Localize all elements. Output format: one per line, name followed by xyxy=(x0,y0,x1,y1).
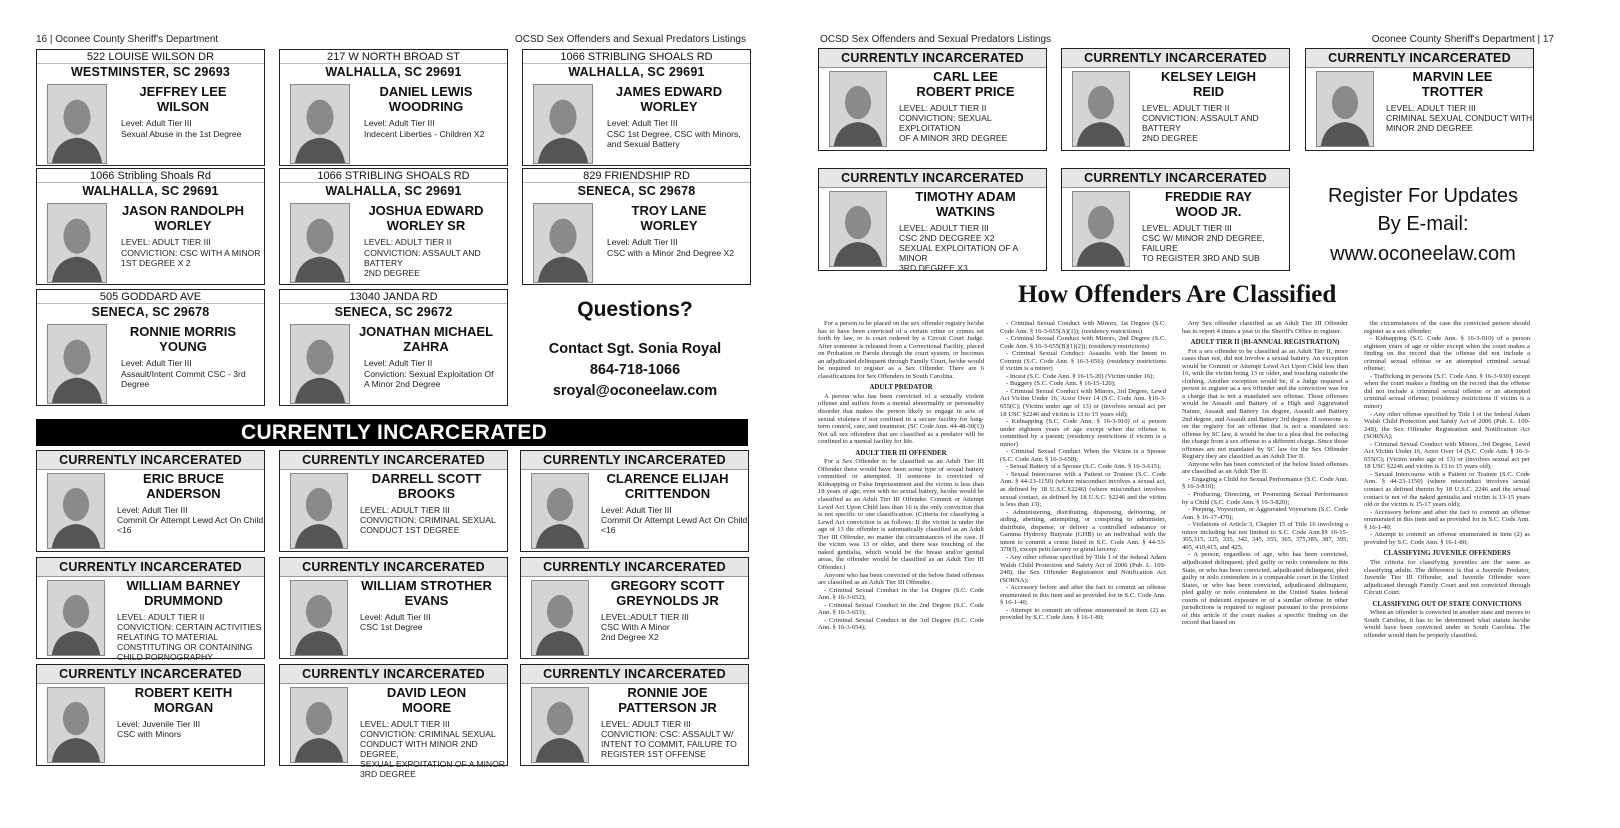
offender-name: JAMES EDWARD WORLEY xyxy=(615,84,723,114)
offender-conviction: Sexual Abuse in the 1st Degree xyxy=(121,129,242,139)
article-column-4 xyxy=(1364,320,1530,767)
section-heading: ADULT TIER II (BI-ANNUAL REGISTRATION) xyxy=(1190,339,1340,347)
incarcerated-card xyxy=(36,664,265,766)
incarcerated-label: CURRENTLY INCARCERATED xyxy=(280,665,507,684)
offender-conviction: CSC with Minors xyxy=(117,729,181,739)
offender-name: JASON RANDOLPH WORLEY xyxy=(121,203,245,233)
offender-name: ERIC BRUCE ANDERSON xyxy=(143,471,224,501)
incarcerated-card xyxy=(520,557,749,659)
incarcerated-card xyxy=(1061,168,1290,271)
offender-level: Level: Adult Tier III xyxy=(601,505,672,515)
mugshot-photo xyxy=(290,473,348,549)
mugshot-photo xyxy=(1316,71,1374,147)
offender-level: Level: Adult Tier III xyxy=(607,118,678,128)
offender-level: LEVEL: ADULT TIER III xyxy=(121,237,211,247)
incarcerated-card xyxy=(279,664,508,779)
offender-name: DARRELL SCOTT BROOKS xyxy=(371,471,482,501)
incarcerated-card xyxy=(818,48,1047,151)
article-title: How Offenders Are Classified xyxy=(1018,281,1337,308)
contact-phone: 864-718-1066 xyxy=(589,362,681,378)
right-page-header: Oconee County Sheriff's Department | 17 xyxy=(1371,34,1554,45)
section-heading: ADULT TIER III OFFENDER xyxy=(855,449,947,457)
mugshot-photo xyxy=(47,687,105,763)
mugshot-photo xyxy=(531,687,589,763)
incarcerated-label: CURRENTLY INCARCERATED xyxy=(37,451,264,470)
mugshot-photo xyxy=(531,473,589,549)
offender-conviction: CONVICTION: CSC WITH A MINOR 1ST DEGREE X 2 xyxy=(121,248,261,268)
offender-level: LEVEL: ADULT TIER III xyxy=(601,719,691,729)
offender-level: LEVEL: ADULT TIER III xyxy=(1386,103,1476,113)
incarcerated-label: CURRENTLY INCARCERATED xyxy=(1062,49,1289,68)
offender-name: DAVID LEON MOORE xyxy=(386,685,467,715)
offender-name: GREGORY SCOTT GREYNOLDS JR xyxy=(610,578,725,608)
incarcerated-card xyxy=(36,557,265,662)
offender-card xyxy=(36,289,265,406)
offender-name: RONNIE MORRIS YOUNG xyxy=(129,324,237,354)
offender-name: CLARENCE ELIJAH CRITTENDON xyxy=(606,471,729,501)
offender-address: 13040 JANDA RD xyxy=(280,290,507,304)
incarcerated-label: CURRENTLY INCARCERATED xyxy=(1062,169,1289,188)
questions-title: Questions? xyxy=(577,298,693,321)
offender-name: TROY LANE WORLEY xyxy=(631,203,707,233)
incarcerated-card xyxy=(279,450,508,552)
offender-card xyxy=(36,49,265,166)
offender-name: ROBERT KEITH MORGAN xyxy=(134,685,233,715)
paragraph: - Criminal Sexual Conduct with Minors, 2nd Degree (S.C. Code Ann. § 16-3-655(B)(1)(2)); (residency restrictions) xyxy=(1000,335,1166,350)
offender-conviction: Assault/Intent Commit CSC - 3rd Degree xyxy=(121,369,246,389)
offender-level: Level: Adult Tier III xyxy=(117,505,188,515)
offender-card xyxy=(279,49,508,166)
offender-conviction: CRIMINAL SEXUAL CONDUCT WITH MINOR 2ND DEGREE xyxy=(1386,113,1533,133)
offender-address: 829 FRIENDSHIP RD xyxy=(523,169,750,183)
incarcerated-banner: CURRENTLY INCARCERATED xyxy=(36,419,748,446)
paragraph: - Sexual Intercourse with a Patient or Trainee (S.C. Code Ann. § 44-23-1150) (where misconduct involves sexual contact as defined therein by 18 U.S.C. 2246 and the sexual contact is not of the naked genitalia and victim is 13-15 years old or the victim is 15-17 years old); xyxy=(1364,470,1530,509)
incarcerated-card xyxy=(279,557,508,659)
offender-address: 1066 STRIBLING SHOALS RD xyxy=(280,169,507,183)
paragraph: - Accessory before and after the fact to commit an offense enumerated in this item and as provided for in S.C. Code Ann. § 16-1-40; xyxy=(1364,508,1530,531)
offender-city: WALHALLA, SC 29691 xyxy=(325,184,462,198)
paragraph: - Criminal Sexual Conduct with Minors, 3rd Degree, Lewd Act Victim Under 16, Actor Over 14 (S.C. Code Ann. § 16-3-655(C); (Victim under age of 13) or (involves sexual act per 18 USC §2246 and victim is 13 to 15 years old); xyxy=(1364,440,1530,471)
incarcerated-label: CURRENTLY INCARCERATED xyxy=(1306,49,1533,68)
contact-email: sroyal@oconeelaw.com xyxy=(552,383,718,399)
offender-conviction: Commit Or Attempt Lewd Act On Child <16 xyxy=(601,515,748,535)
offender-level: LEVEL:ADULT TIER III xyxy=(601,612,689,622)
offender-level: LEVEL: ADULT TIER III xyxy=(360,719,450,729)
offender-card xyxy=(522,49,751,166)
offender-conviction: CSC with a Minor 2nd Degree X2 xyxy=(607,248,735,258)
register-url[interactable]: www.oconeelaw.com xyxy=(1330,243,1516,265)
incarcerated-card xyxy=(36,450,265,552)
right-page-listing-title: OCSD Sex Offenders and Sexual Predators Listings xyxy=(820,34,1052,45)
article-column-2 xyxy=(1000,320,1166,767)
paragraph: - Criminal Sexual Conduct with Minors, 3rd Degree, Lewd Act Victim Under 16, Actor Over 14 (S.C. Code Ann. §16-3-655(C); (Victim under age of 13) or (involves sexual act per 18 USC §2246 and victim is 13 to 15 years old); xyxy=(1000,387,1166,418)
offender-conviction: CSC 1st Degree, CSC with Minors, and Sexual Battery xyxy=(607,129,741,149)
offender-address: 505 GODDARD AVE xyxy=(37,290,264,304)
incarcerated-card xyxy=(520,450,749,552)
offender-conviction: CSC 2ND DECGREE X2 SEXUAL EXPLOITATION OF A MINOR 3RD DEGREE X3 xyxy=(899,233,1018,273)
article-column-1 xyxy=(818,320,984,767)
offender-address: 217 W NORTH BROAD ST xyxy=(280,50,507,64)
offender-level: LEVEL: ADULT TIER III xyxy=(1142,223,1232,233)
paragraph: For a Sex Offender to be classified as an Adult Tier III Offender there would have been some type of sexual battery committed or attempted. If someone is convicted of Kidnapping or False Imprisonment and the victim is less than 18 years of age; even with no sexual battery, he/she would be classified as an Adult Tier III Offender. Commit or Attempt Lewd Act Upon Child less than 16 is the only conviction that is not specific to one classification. (Criteria for classifying a Lewd Act conviction is as follows: If the victim is under the age of 13 the offender is automatically classified as an Adult Tier III Offender, no matter the circumstances of the case. If the victim was 13 or older, and there was touching of the naked genitalia, which would be the breast and/or genital areas, the offender would be classified as an Adult Tier III Offender.) xyxy=(818,458,984,571)
offender-conviction: CONVICTION: CERTAIN ACTIVITIES RELATING TO MATERIAL CONSTITUTING OR CONTAINING CHILD PORNOGRAPHY xyxy=(117,622,262,662)
paragraph: - Engaging a Child for Sexual Performance (S.C. Code Ann. § 16-3-810); xyxy=(1182,475,1348,491)
incarcerated-label: CURRENTLY INCARCERATED xyxy=(819,49,1046,68)
offender-city: WESTMINSTER, SC 29693 xyxy=(70,65,231,79)
mugshot-photo xyxy=(47,580,105,656)
offender-card xyxy=(279,289,508,406)
incarcerated-label: CURRENTLY INCARCERATED xyxy=(521,665,748,684)
incarcerated-card xyxy=(520,664,749,766)
left-page-listing-title: OCSD Sex Offenders and Sexual Predators Listings xyxy=(514,34,746,45)
mugshot-photo xyxy=(829,191,887,267)
paragraph: - Sexual Battery of a Spouse (S.C. Code Ann. § 16-3-615); xyxy=(1006,463,1162,471)
offender-name: WILLIAM BARNEY DRUMMOND xyxy=(126,578,241,608)
paragraph: - Accessory before and after the fact to commit an offense enumerated in this item and as provided for in S.C. Code Ann. § 16-1-40; xyxy=(1000,584,1166,607)
offender-conviction: CONVICTION: ASSAULT AND BATTERY 2ND DEGREE xyxy=(1142,113,1259,143)
offender-conviction: Indecent Liberties - Children X2 xyxy=(364,129,485,139)
paragraph: - Criminal Sexual Conduct with Minors, 1st Degree (S.C. Code Ann. § 16-3-655(A)(1)); (residency restrictions) xyxy=(1000,320,1166,335)
section-heading: ADULT PREDATOR xyxy=(869,384,933,392)
offender-city: SENECA, SC 29678 xyxy=(91,305,210,319)
offender-level: LEVEL: ADULT TIER III xyxy=(360,505,450,515)
mugshot-photo xyxy=(1072,71,1130,147)
mugshot-photo xyxy=(290,687,348,763)
register-line-2: By E-mail: xyxy=(1377,213,1469,235)
mugshot-photo xyxy=(533,84,593,164)
offender-level: Level: Adult Tier III xyxy=(607,237,678,247)
paragraph: - Incest (S.C. Code Ann. § 16-15-20) (Victim under 16); xyxy=(1006,372,1155,380)
offender-level: LEVEL: ADULT TIER III xyxy=(899,223,989,233)
offender-city: WALHALLA, SC 29691 xyxy=(82,184,219,198)
paragraph: - Peeping, Voyeurism, or Aggravated Voyeurism (S.C. Code Ann. § 16-17-470); xyxy=(1182,506,1348,521)
paragraph: - Kidnapping (S.C. Code Ann. § 16-3-910) of a person eighteen years of age or older except when the court makes a finding on the record that the offense did not include a criminal sexual offense or an attempted criminal sexual offense; xyxy=(1364,335,1530,373)
offender-conviction: CSC 1st Degree xyxy=(360,622,423,632)
paragraph: The criteria for classifying juveniles are the same as classifying adults. The difference is that a Juvenile Predator, Juvenile Tier III Offender, and Juvenile Offender were adjudicated through Family Court and not convicted through Circuit Court. xyxy=(1364,558,1530,597)
paragraph: Any Sex offender classified as an Adult Tier III Offender has to report 4 times a year to the Sheriff's Office to register. xyxy=(1182,320,1348,335)
paragraph: - Attempt to commit an offense enumerated in item (2) as provided by S.C. Code Ann. § 16-1-80; xyxy=(1000,606,1166,622)
paragraph: - Criminal Sexual Conduct When the Victim is a Spouse (S.C. Code Ann. § 16-3-658); xyxy=(1000,448,1166,463)
incarcerated-label: CURRENTLY INCARCERATED xyxy=(37,558,264,577)
incarcerated-card xyxy=(818,168,1047,271)
paragraph: When an offender is convicted in another state and moves to South Carolina, it has to be determined what statute he/she would have been convicted under in South Carolina. The offender would then be properly classified. xyxy=(1364,609,1530,639)
offender-level: LEVEL: ADULT TIER II xyxy=(364,237,452,247)
paragraph: - Criminal Sexual Conduct in the 3rd Degree (S.C. Code Ann. § 16-3-654); xyxy=(818,616,984,632)
mugshot-photo xyxy=(533,203,593,283)
section-heading: CLASSIFYING OUT OF STATE CONVICTIONS xyxy=(1372,600,1522,608)
mugshot-photo xyxy=(47,203,107,283)
paragraph: - A person, regardless of age, who has been convicted, adjudicated delinquent, pled guilty or nolo contendere in this State, or who has been convicted, adjudicated delinquent, pled guilty or nolo contendere in a comparable court in the United States, or who has been convicted, adjudicated delinquent, pled guilty or nolo contendere in the United States federal courts of indecent exposure or of a similar offense in other jurisdictions is required to register pursuant to the provisions of this article if the court makes a specific finding on the record that based on xyxy=(1182,551,1348,627)
offender-name: RONNIE JOE PATTERSON JR xyxy=(618,685,717,715)
offender-level: Level: Adult Tier III xyxy=(360,612,431,622)
mugshot-photo xyxy=(829,71,887,147)
offender-address: 522 LOUISE WILSON DR xyxy=(37,50,264,64)
paragraph: For a person to be placed on the sex offender registry he/she has to have been convicted of a certain crime or crimes set forth by law, or is court ordered by a Circuit Court Judge. After someone is released from a Correctional Facility, placed on Probation or Parole through the court system, or becomes an adjudicated delinquent through Family Court, he/she would be required to register as a Sex Offender. There are 6 classifications for Sex Offenders in South Carolina. xyxy=(818,320,984,380)
article-column-3 xyxy=(1182,320,1348,767)
incarcerated-label: CURRENTLY INCARCERATED xyxy=(280,451,507,470)
offender-card xyxy=(279,168,508,285)
mugshot-photo xyxy=(290,84,350,164)
paragraph: - Criminal Sexual Conduct: Assaults with the Intent to Commit (S.C. Code Ann. § 16-3-656); (residency restrictions if victim is a minor) xyxy=(1000,350,1166,373)
offender-name: MARVIN LEE TROTTER xyxy=(1412,69,1493,99)
offender-level: LEVEL: ADULT TIER II xyxy=(899,103,987,113)
paragraph: - Sexual Intercourse with a Patient or Trainee (S.C. Code Ann. § 44-23-1150) (where misconduct involves a sexual act, as defined by 18 U.S.C.§2246) (where misconduct involves sexual contact, as defined by 18 U.S.C. §2246 and the victim is less than 13); xyxy=(1000,470,1166,509)
offender-conviction: CONVICTION: CRIMINAL SEXUAL CONDUCT 1ST DEGREE xyxy=(360,515,496,535)
mugshot-photo xyxy=(290,203,350,283)
mugshot-photo xyxy=(47,84,107,164)
mugshot-photo xyxy=(47,324,107,404)
offender-name: DANIEL LEWIS WOODRING xyxy=(379,84,473,114)
paragraph: - Violations of Article 3, Chapter 15 of Title 16 involving a minor including but not limited to S.C. Code Ann.§§ 16-15-305,315, 325, 335, 342, 345, 355, 365, 375,385, 387, 395, 405, 410,415, and 425; xyxy=(1182,521,1348,551)
offender-level: Level: Adult Tier III xyxy=(121,118,192,128)
incarcerated-label: CURRENTLY INCARCERATED xyxy=(819,169,1046,188)
offender-city: SENECA, SC 29672 xyxy=(334,305,453,319)
offender-conviction: Conviction: Sexual Exploitation Of A Minor 2nd Degree xyxy=(364,369,494,389)
mugshot-photo xyxy=(47,473,105,549)
paragraph: Anyone who has been convicted of the below listed offenses are classified as an Adult Tier III Offender. xyxy=(818,571,984,587)
offender-level: Level: Adult Tier III xyxy=(364,118,435,128)
offender-name: KELSEY LEIGH REID xyxy=(1160,69,1257,99)
offender-conviction: CSC With A Minor 2nd Degree X2 xyxy=(601,622,670,642)
paragraph: - Trafficking in persons (S.C. Code Ann. § 16-3-930) except when the court makes a finding on the record that the offense did not include a criminal sexual offense or an attempted criminal sexual offense; (residency restrictions if victim is a minor) xyxy=(1364,372,1530,411)
offender-name: CARL LEE ROBERT PRICE xyxy=(916,69,1015,99)
offender-city: WALHALLA, SC 29691 xyxy=(568,65,705,79)
offender-conviction: CONVICTION: ASSAULT AND BATTERY 2ND DEGREE xyxy=(364,248,481,278)
offender-conviction: CONVICTION: CRIMINAL SEXUAL CONDUCT WITH MINOR 2ND DEGREE, SEXUAL EXPOITATION OF A MINOR 3RD DEGREE xyxy=(360,729,506,779)
paragraph: - Buggery (S.C. Code Ann. § 16-15-120); xyxy=(1006,380,1116,388)
offender-name: FREDDIE RAY WOOD JR. xyxy=(1165,189,1252,219)
offender-city: WALHALLA, SC 29691 xyxy=(325,65,462,79)
incarcerated-label: CURRENTLY INCARCERATED xyxy=(37,665,264,684)
offender-address: 1066 STRIBLING SHOALS RD xyxy=(523,50,750,64)
offender-level: LEVEL: ADULT TIER II xyxy=(1142,103,1230,113)
paragraph: Anyone who has been convicted of the below listed offenses are classified as an Adult Tier II. xyxy=(1182,460,1348,476)
incarcerated-card xyxy=(1061,48,1290,151)
offender-name: JONATHAN MICHAEL ZAHRA xyxy=(358,324,494,354)
offender-conviction: CONVICTION: CSC: ASSAULT W/ INTENT TO COMMIT, FAILURE TO REGISTER 1ST OFFENSE xyxy=(601,729,737,759)
paragraph: - Criminal Sexual Conduct in the 1st Degree (S.C. Code Ann. § 16-3-652); xyxy=(818,586,984,602)
offender-conviction: CONVICTION: SEXUAL EXPLOITATION OF A MINOR 3RD DEGREE xyxy=(899,113,1008,143)
paragraph: - Administering, distributing, dispensing, delivering, or aiding, abetting, attempting, or conspiring to administer, distribute, dispense, or deliver a controlled substance or Gamma Hydroxy Butyrate (GHB) to an individual with the intent to commit a crime listed in S.C. Code Ann. § 44-53-370(f), except petit larceny or grand larceny. xyxy=(1000,508,1166,554)
section-heading: CLASSIFYING JUVENILE OFFENDERS xyxy=(1383,550,1511,558)
offender-address: 1066 Stribling Shoals Rd xyxy=(37,169,264,183)
mugshot-photo xyxy=(531,580,589,656)
paragraph: A person who has been convicted of a sexually violent offense and suffers from a mental abnormality or personality disorder that makes the person likely to engage in acts of sexual violence if not confined in a secure facility for long-term control, care, and treatment. (SC Code Ann. 44-48-30(1)) Not all sex offenders that are classified as a predator will be confined to a mental facility for life. xyxy=(818,392,984,446)
paragraph: - Any other offense specified by Title I of the federal Adam Walsh Child Protection and Safety Act of 2006 (Pub. L. 109-248), the Sex Offender Registration and Notification Act (SORNA); xyxy=(1364,410,1530,441)
contact-name: Contact Sgt. Sonia Royal xyxy=(548,341,722,357)
offender-card xyxy=(522,168,751,285)
incarcerated-label: CURRENTLY INCARCERATED xyxy=(280,558,507,577)
offender-name: JEFFREY LEE WILSON xyxy=(139,84,227,114)
paragraph: For a sex offender to be classified as an Adult Tier II, more cases than not, did not involve a sexual battery. An exception would be Commit or Attempt Lewd Act Upon Child less than 16, with the victim being 13 or older, and touching outside the clothing. Another exception would be, if a Judge required a person to register as a sex offender and the conviction was for a charge that is not a mandated sex offense. Those offenses would be Assault and Battery of a High and Aggravated Nature, Assault and Battery 1st degree, Assault and Battery 2nd degree, and Assault and Battery 3rd degree. If someone is on the registry for an offense that is not a mandated sex offense by SC law, it would be due to a plea deal for reducing the charge from a sex offense to a different charge. Since those offenses are not mandated by SC law for the Sex Offender Registry they are classified as an Adult Tier II. xyxy=(1182,347,1348,461)
offender-level: Level: Adult Tier III xyxy=(121,358,192,368)
paragraph: - Kidnapping (S.C. Code Ann. § 16-3-910) of a person under eighteen years of age except when the offense is committed by a parent; (residency restrictions if victim is a minor) xyxy=(1000,418,1166,448)
offender-name: WILLIAM STROTHER EVANS xyxy=(361,578,492,608)
mugshot-photo xyxy=(290,580,348,656)
offender-name: JOSHUA EDWARD WORLEY SR xyxy=(368,203,484,233)
mugshot-photo xyxy=(1072,191,1130,267)
offender-card xyxy=(36,168,265,285)
paragraph: - Attempt to commit an offense enumerated in item (2) as provided by S.C. Code Ann. § 16-1-80; xyxy=(1364,531,1530,546)
incarcerated-label: CURRENTLY INCARCERATED xyxy=(521,558,748,577)
offender-conviction: CSC W/ MINOR 2ND DEGREE, FAILURE TO REGISTER 3RD AND SUB xyxy=(1142,233,1265,263)
left-page-header: 16 | Oconee County Sheriff's Department xyxy=(36,34,219,45)
offender-level: Level: Juvenile Tier III xyxy=(117,719,201,729)
mugshot-photo xyxy=(290,324,350,404)
paragraph: - Producing, Directing, or Promoting Sexual Performance by a Child (S.C. Code Ann. § 16-3-820); xyxy=(1182,491,1348,506)
offender-name: TIMOTHY ADAM WATKINS xyxy=(915,189,1016,219)
paragraph: the circumstances of the case the convicted person should register as a sex offender; xyxy=(1364,320,1530,335)
register-line-1: Register For Updates xyxy=(1327,185,1519,207)
offender-conviction: Commit Or Attempt Lewd Act On Child <16 xyxy=(117,515,264,535)
incarcerated-label: CURRENTLY INCARCERATED xyxy=(521,451,748,470)
offender-level: LEVEL: ADULT TIER II xyxy=(117,612,205,622)
offender-city: SENECA, SC 29678 xyxy=(577,184,696,198)
offender-level: Level: Adult Tier II xyxy=(364,358,433,368)
paragraph: - Any other offense specified by Title I of the federal Adam Walsh Child Protection and Safety Act of 2006 (Pub. L. 109-248), the Sex Offender Registration and Notification Act (SORNA); xyxy=(1000,553,1166,584)
incarcerated-card xyxy=(1305,48,1534,151)
paragraph: - Criminal Sexual Conduct in the 2nd Degree (S.C. Code Ann. § 16-3-653); xyxy=(818,601,984,617)
